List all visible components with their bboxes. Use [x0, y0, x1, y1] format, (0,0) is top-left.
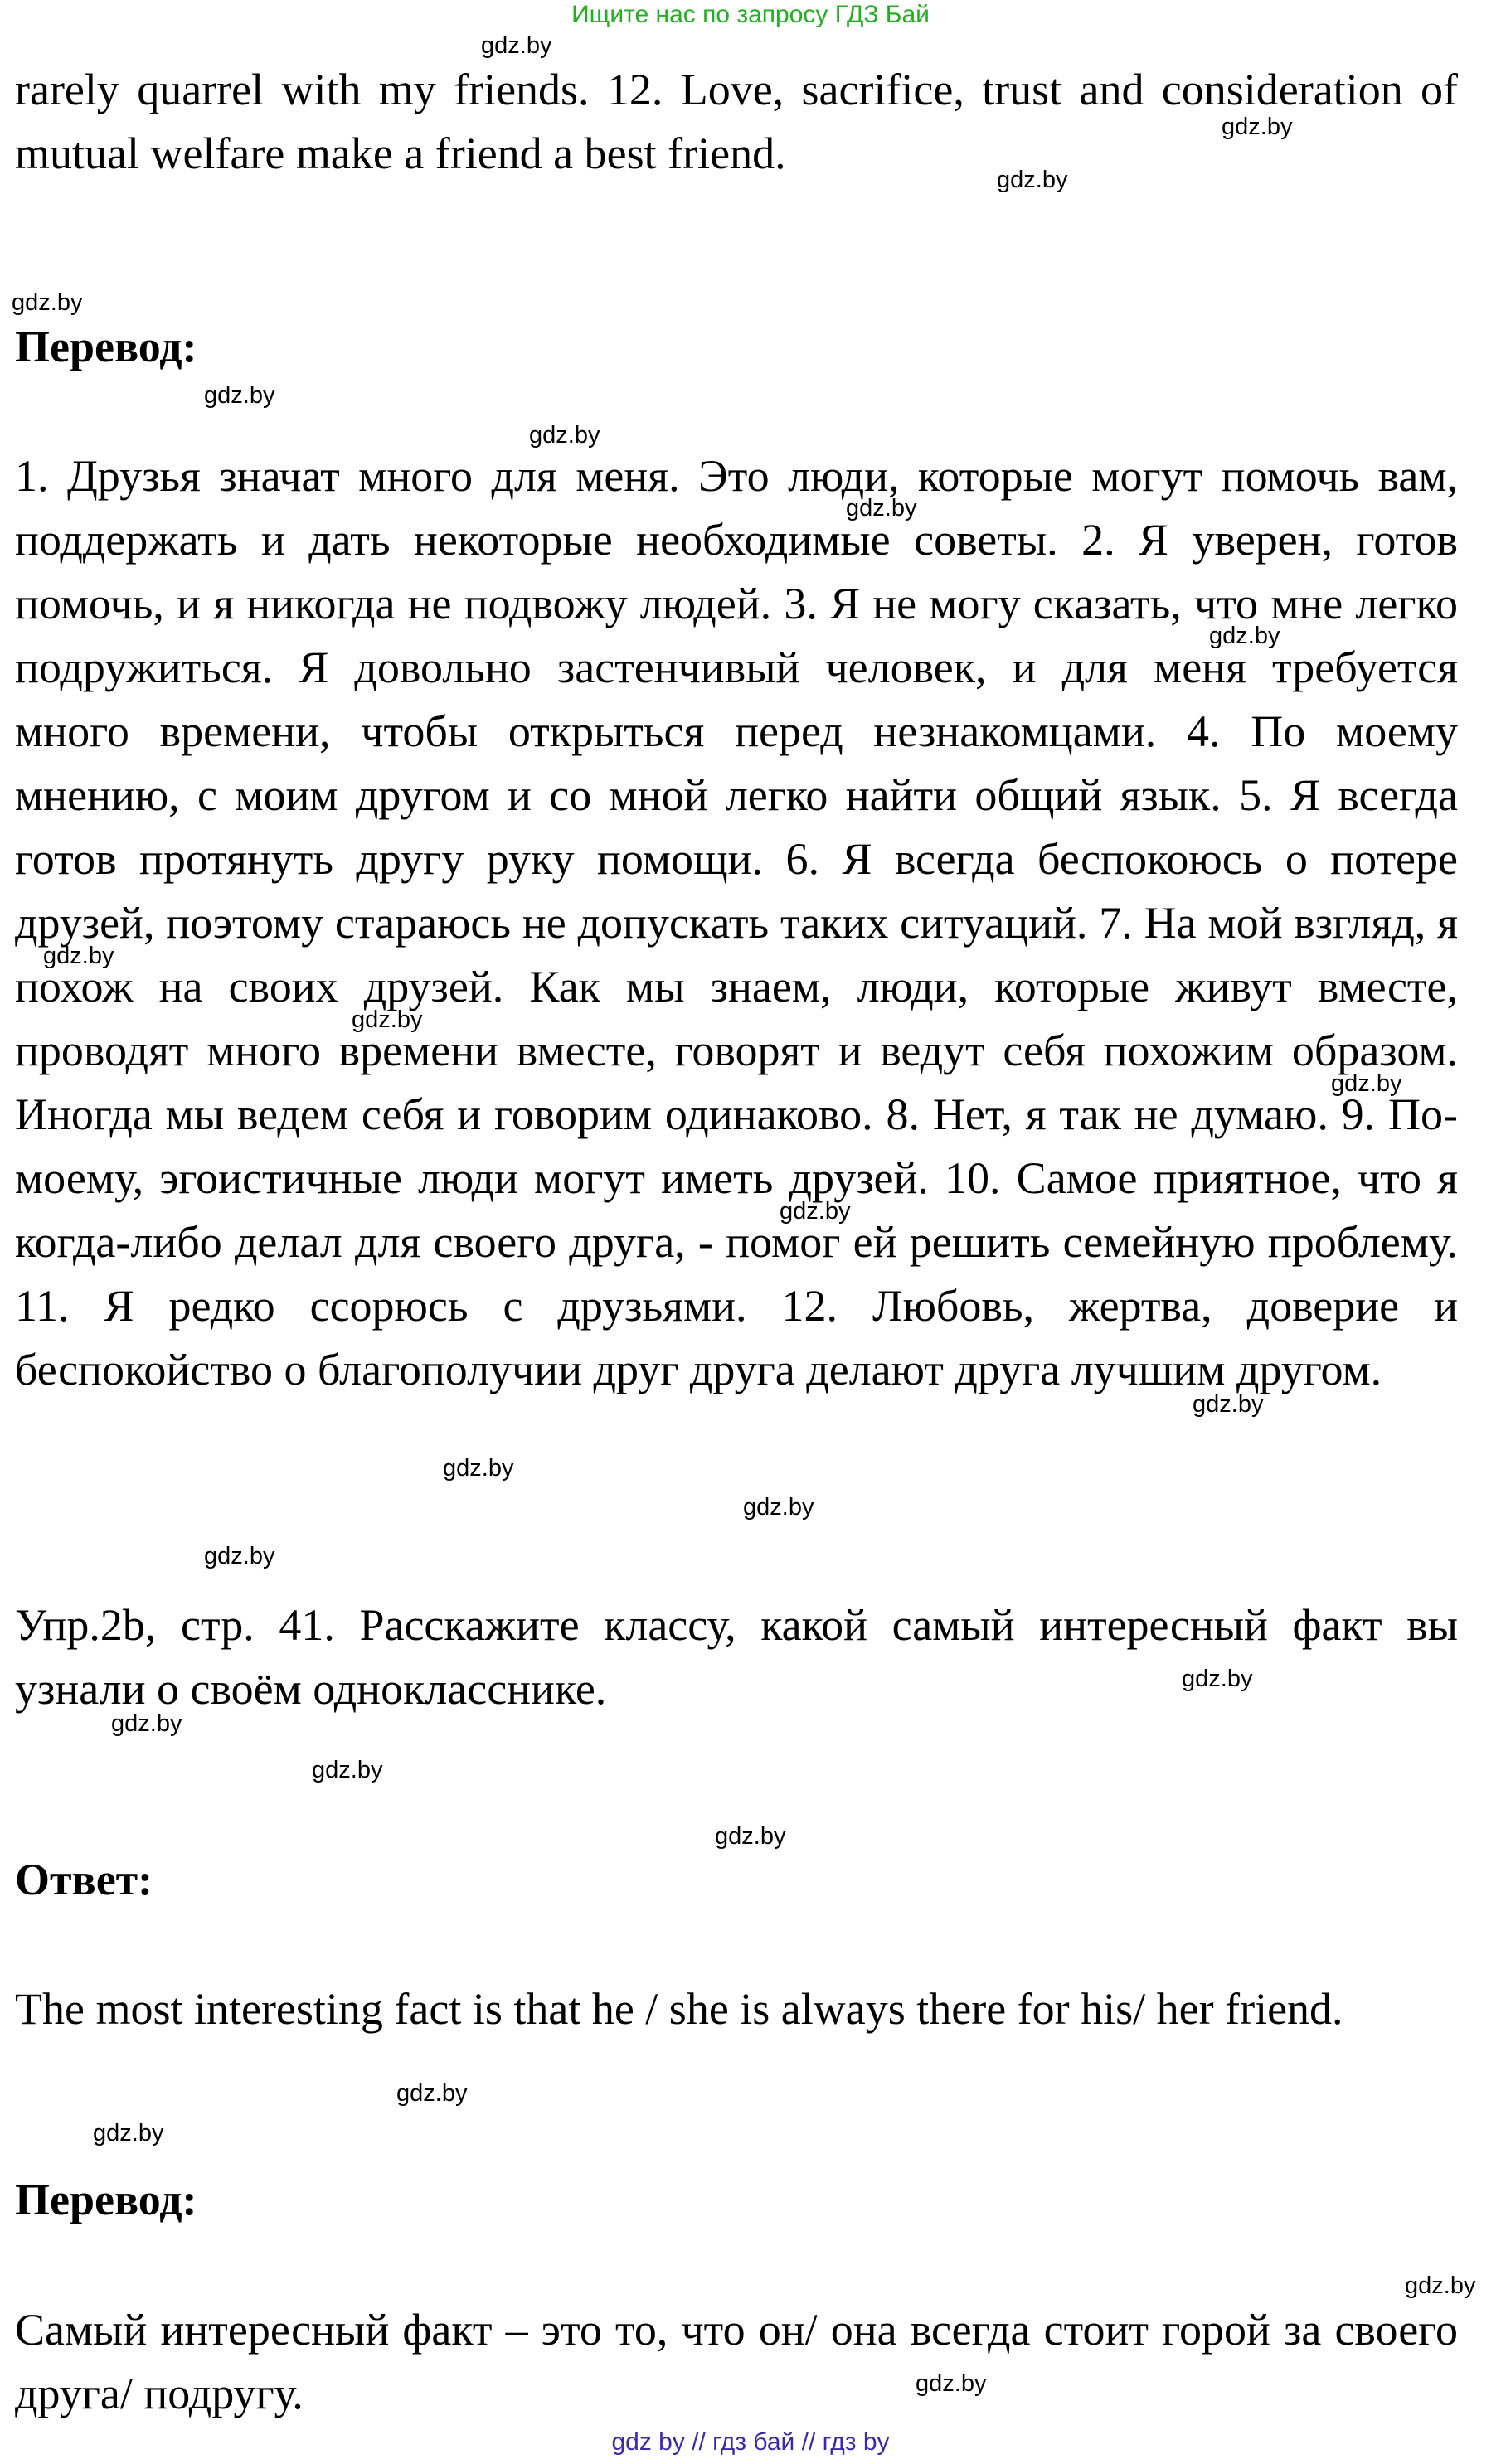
watermark: gdz.by	[846, 495, 917, 521]
watermark: gdz.by	[1405, 2272, 1476, 2299]
watermark: gdz.by	[481, 32, 552, 59]
watermark: gdz.by	[1331, 1070, 1402, 1097]
footer-links[interactable]: gdz by // гдз бай // гдз by	[611, 2428, 890, 2456]
watermark: gdz.by	[111, 1710, 182, 1737]
answer-translation-paragraph: Самый интересный факт – это то, что он/ она всегда стоит горой за своего друга/ подругу.	[15, 2305, 1458, 2418]
watermark: gdz.by	[997, 167, 1068, 193]
watermark: gdz.by	[1209, 623, 1280, 649]
intro-paragraph: rarely quarrel with my friends. 12. Love, sacrifice, trust and consideration of mutual welfare make a friend a best friend.	[15, 65, 1458, 178]
watermark: gdz.by	[1222, 114, 1293, 140]
watermark: gdz.by	[529, 422, 600, 449]
watermark: gdz.by	[1193, 1391, 1264, 1418]
watermark: gdz.by	[204, 1543, 275, 1569]
watermark: gdz.by	[312, 1757, 383, 1783]
watermark: gdz.by	[93, 2120, 164, 2146]
answer-translation-heading: Перевод:	[15, 2175, 197, 2224]
watermark: gdz.by	[352, 1006, 423, 1033]
watermark: gdz.by	[780, 1198, 851, 1225]
top-banner[interactable]: Ищите нас по запросу ГДЗ Бай	[571, 1, 930, 28]
watermark: gdz.by	[1182, 1666, 1253, 1692]
watermark: gdz.by	[743, 1494, 814, 1521]
exercise-paragraph: Упр.2b, стр. 41. Расскажите классу, какой самый интересный факт вы узнали о своём однокласснике.	[15, 1600, 1458, 1714]
translation-heading: Перевод:	[15, 322, 197, 371]
answer-paragraph: The most interesting fact is that he / she is always there for his/ her friend.	[15, 1984, 1343, 2034]
watermark: gdz.by	[12, 289, 83, 316]
watermark: gdz.by	[396, 2080, 468, 2107]
watermark: gdz.by	[43, 943, 114, 969]
watermark: gdz.by	[715, 1823, 786, 1850]
translation-paragraph: 1. Друзья значат много для меня. Это люди, которые могут помочь вам, поддержать и дать некоторые необходимые советы. 2. Я уверен, готов помочь, и я никогда не подвожу людей. 3. Я не могу сказать, что мне легко подружиться. Я довольно застенчивый человек, и для меня требуется много времени, чтобы открыться перед незнакомцами. 4. По моему мнению, с моим другом и со мной легко найти общий язык. 5. Я всегда готов протянуть другу руку помощи. 6. Я всегда беспокоюсь о потере друзей, поэтому стараюсь не допускать таких ситуаций. 7. На мой взгляд, я похож на своих друзей. Как мы знаем, люди, которые живут вместе, проводят много времени вместе, говорят и ведут себя похожим образом. Иногда мы ведем себя и говорим одинаково. 8. Нет, я так не думаю. 9. По-моему, эгоистичные люди могут иметь друзей. 10. Самое приятное, что я когда-либо делал для своего друга, - помог ей решить семейную проблему. 11. Я редко ссорюсь с друзьями. 12. Любовь, жертва, доверие и беспокойство о благополучии друг друга делают друга лучшим другом.	[15, 451, 1458, 1394]
answer-heading: Ответ:	[15, 1855, 153, 1904]
watermark: gdz.by	[916, 2370, 987, 2397]
watermark: gdz.by	[204, 382, 275, 409]
watermark: gdz.by	[443, 1455, 514, 1482]
